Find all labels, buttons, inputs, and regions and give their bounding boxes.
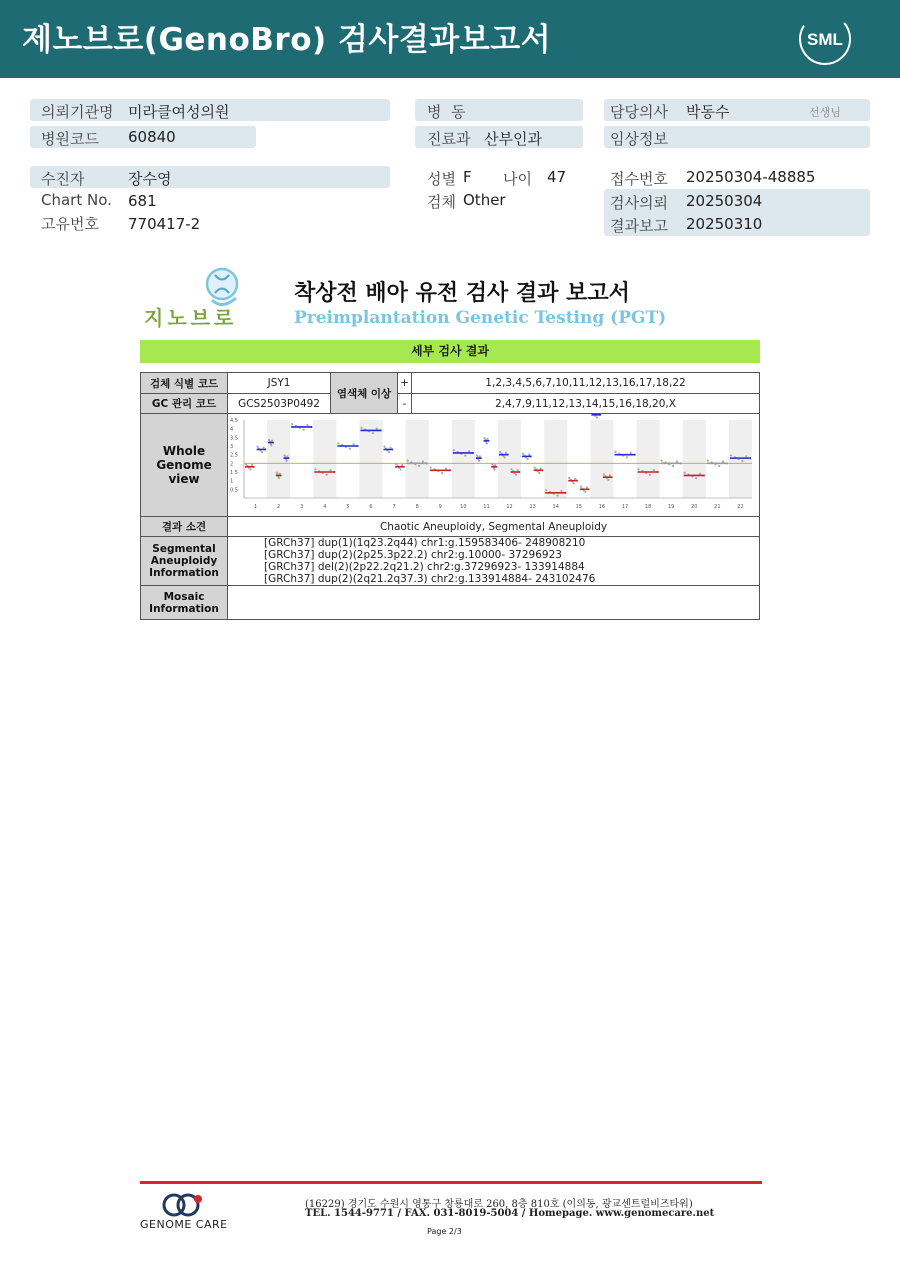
probe-point <box>270 444 272 446</box>
probe-point <box>388 451 390 453</box>
segmental-info-cell <box>228 537 760 586</box>
probe-point <box>684 472 686 474</box>
hospital-code-label: 병원코드 <box>41 130 99 148</box>
gain-sign: + <box>398 373 412 394</box>
probe-point <box>603 473 605 475</box>
chromosome-band <box>590 420 613 498</box>
probe-point <box>718 465 720 467</box>
x-tick-label: 14 <box>552 504 559 510</box>
x-tick-label: 15 <box>575 504 583 510</box>
probe-point <box>584 491 586 493</box>
probe-point <box>580 486 582 488</box>
receipt-value: 20250304-48885 <box>686 168 816 186</box>
sml-logo-text: SML <box>807 30 843 49</box>
probe-point <box>376 428 378 430</box>
page-title: 제노브로(GenoBro) 검사결과보고서 <box>22 22 552 58</box>
probe-point <box>418 465 420 467</box>
y-tick-label: 3.5 <box>230 435 238 442</box>
probe-point <box>395 463 397 465</box>
whole-genome-cell <box>228 414 760 517</box>
probe-point <box>574 478 576 480</box>
y-tick-label: 1.5 <box>230 470 238 476</box>
sml-logo <box>798 12 852 66</box>
probe-point <box>303 429 305 431</box>
age-label: 나이 <box>503 170 532 188</box>
y-tick-label: 4 <box>230 426 234 433</box>
mosaic-info-value <box>228 586 760 620</box>
x-tick-label: 20 <box>691 504 698 510</box>
probe-point <box>649 474 651 476</box>
x-tick-label: 7 <box>392 504 396 510</box>
probe-point <box>245 463 247 465</box>
specimen-label: 검체 <box>427 193 456 211</box>
probe-point <box>722 460 724 462</box>
probe-point <box>372 432 374 434</box>
probe-point <box>464 455 466 457</box>
chromosome-abnormality-label: 염색체 이상 <box>331 373 398 414</box>
receipt-label: 접수번호 <box>610 170 668 188</box>
chromosome-band <box>637 420 660 498</box>
x-tick-label: 13 <box>529 504 536 510</box>
probe-point <box>329 469 331 471</box>
probe-point <box>540 467 542 469</box>
chart-no-label: Chart No. <box>41 191 112 209</box>
probe-point <box>291 423 293 425</box>
probe-point <box>522 453 524 455</box>
unique-no-value: 770417-2 <box>128 215 201 233</box>
probe-point <box>695 477 697 479</box>
loss-chromosomes: 2,4,7,9,11,12,13,14,15,16,18,20,X <box>412 394 760 414</box>
segmental-info-label: Segmental Aneuploidy Information <box>141 537 228 586</box>
chromosome-band <box>498 420 521 498</box>
section-title-detail: 세부 검사 결과 <box>140 340 760 363</box>
x-tick-label: 18 <box>644 504 652 510</box>
probe-point <box>286 460 288 462</box>
x-tick-label: 9 <box>438 504 442 510</box>
segmental-line: [GRCh37] dup(1)(1q23.2q44) chr1:g.159583406- 248908210 <box>264 537 586 549</box>
whole-genome-label: Whole Genome view <box>141 414 228 517</box>
probe-point <box>251 464 253 466</box>
department-value: 산부인과 <box>484 130 542 148</box>
doctor-label: 담당의사 <box>610 103 668 121</box>
footer-divider <box>140 1181 762 1184</box>
chart-no-value: 681 <box>128 192 157 210</box>
specimen-id-label: 검체 식별 코드 <box>141 373 228 394</box>
doctor-suffix: 선생님 <box>809 106 841 119</box>
probe-point <box>441 472 443 474</box>
y-tick-label: 0.5 <box>230 487 238 494</box>
probe-point <box>499 451 501 453</box>
ward-label: 병 동 <box>427 103 466 121</box>
footer-contact: TEL. 1544-9771 / FAX. 031-8019-5004 / Homepage. www.genomecare.net <box>305 1208 715 1219</box>
mosaic-info-label: Mosaic Information <box>141 586 228 620</box>
clinical-label: 임상정보 <box>610 130 668 148</box>
probe-point <box>741 460 743 462</box>
patient-name-label: 수진자 <box>41 170 85 188</box>
probe-point <box>422 460 424 462</box>
probe-point <box>353 443 355 445</box>
department-label: 진료과 <box>427 130 471 148</box>
probe-point <box>545 489 547 491</box>
probe-point <box>661 460 663 462</box>
probe-point <box>400 468 402 470</box>
probe-point <box>653 469 655 471</box>
probe-point <box>478 460 480 462</box>
footer-address: (16229) 경기도 수원시 영통구 창룡대로 260, 8층 810호 (이의동, 광교센트럴비즈타워) <box>305 1199 693 1210</box>
institution-value: 미라클여성의원 <box>128 103 230 121</box>
probe-point <box>306 424 308 426</box>
gc-code-value: GCS2503P0492 <box>228 394 331 414</box>
chromosome-band <box>683 420 706 498</box>
institution-label: 의뢰기관명 <box>41 103 114 121</box>
y-tick-label: 2 <box>230 461 234 468</box>
probe-point <box>626 456 628 458</box>
probe-point <box>557 494 559 496</box>
chromosome-band <box>313 420 336 498</box>
report-title-english: Preimplantation Genetic Testing (PGT) <box>294 308 667 328</box>
probe-point <box>515 474 517 476</box>
doctor-value: 박동수 <box>686 103 730 121</box>
probe-point <box>453 449 455 451</box>
probe-point <box>486 442 488 444</box>
chromosome-band <box>452 420 475 498</box>
probe-point <box>609 474 611 476</box>
y-tick-label: 2.5 <box>230 452 238 459</box>
probe-point <box>586 486 588 488</box>
probe-point <box>445 467 447 469</box>
specimen-id-value: JSY1 <box>228 373 331 394</box>
x-tick-label: 21 <box>714 504 721 510</box>
probe-point <box>390 447 392 449</box>
sex-label: 성별 <box>427 170 456 188</box>
probe-point <box>568 477 570 479</box>
x-tick-label: 2 <box>277 504 281 510</box>
x-tick-label: 8 <box>415 504 419 510</box>
probe-point <box>407 460 409 462</box>
chromosome-band <box>729 420 752 498</box>
probe-point <box>256 446 258 448</box>
probe-point <box>596 416 598 418</box>
probe-point <box>730 454 732 456</box>
probe-point <box>383 446 385 448</box>
probe-point <box>538 472 540 474</box>
x-tick-label: 11 <box>483 504 490 510</box>
chromosome-band <box>544 420 567 498</box>
genobro-brand: 지노브로 <box>144 306 238 330</box>
age-value: 47 <box>547 168 567 186</box>
request-label: 검사의뢰 <box>610 194 668 212</box>
probe-point <box>263 447 265 449</box>
probe-point <box>503 456 505 458</box>
probe-point <box>326 474 328 476</box>
probe-point <box>314 468 316 470</box>
report-date-value: 20250310 <box>686 215 763 233</box>
chromosome-band <box>360 420 383 498</box>
genome-care-logo <box>162 1193 204 1217</box>
gain-chromosomes: 1,2,3,4,5,6,7,10,11,12,13,16,17,18,22 <box>412 373 760 394</box>
probe-point <box>527 458 529 460</box>
x-tick-label: 4 <box>323 504 327 510</box>
x-tick-label: 12 <box>506 504 513 510</box>
probe-point <box>745 455 747 457</box>
probe-point <box>560 490 562 492</box>
probe-point <box>349 448 351 450</box>
report-title-korean: 착상전 배아 유전 검사 결과 보고서 <box>294 281 630 306</box>
x-tick-label: 3 <box>300 504 304 510</box>
x-tick-label: 22 <box>737 504 744 510</box>
probe-point <box>430 466 432 468</box>
result-table <box>140 372 760 620</box>
segmental-line: [GRCh37] del(2)(2p22.2q21.2) chr2:g.37296923- 133914884 <box>264 561 585 573</box>
probe-point <box>573 482 575 484</box>
probe-point <box>493 468 495 470</box>
probe-point <box>707 460 709 462</box>
y-tick-label: 4.5 <box>230 418 238 424</box>
probe-point <box>505 452 507 454</box>
probe-point <box>534 466 536 468</box>
probe-point <box>278 477 280 479</box>
genome-care-name: GENOME CARE <box>140 1218 228 1231</box>
probe-point <box>637 468 639 470</box>
report-date-label: 결과보고 <box>610 217 668 235</box>
whole-genome-chart <box>228 414 758 513</box>
segmental-line: [GRCh37] dup(2)(2p25.3p22.2) chr2:g.10000- 37296923 <box>264 549 562 561</box>
unique-no-label: 고유번호 <box>41 215 99 233</box>
probe-point <box>510 468 512 470</box>
probe-point <box>249 468 251 470</box>
x-tick-label: 16 <box>598 504 606 510</box>
probe-point <box>699 473 701 475</box>
page-number: Page 2/3 <box>427 1227 462 1236</box>
probe-point <box>261 451 263 453</box>
request-value: 20250304 <box>686 192 763 210</box>
x-tick-label: 10 <box>460 504 467 510</box>
probe-point <box>676 460 678 462</box>
y-tick-label: 1 <box>230 478 234 485</box>
probe-point <box>672 465 674 467</box>
specimen-value: Other <box>463 191 506 209</box>
gc-code-label: GC 관리 코드 <box>141 394 228 414</box>
page-header <box>0 0 900 78</box>
probe-point <box>401 464 403 466</box>
segmental-line: [GRCh37] dup(2)(2q21.2q37.3) chr2:g.133914884- 243102476 <box>264 573 596 585</box>
probe-point <box>607 479 609 481</box>
probe-point <box>517 469 519 471</box>
x-tick-label: 5 <box>346 504 350 510</box>
result-opinion-label: 결과 소견 <box>141 517 228 537</box>
x-tick-label: 19 <box>668 504 675 510</box>
x-tick-label: 1 <box>253 504 258 510</box>
probe-point <box>614 451 616 453</box>
x-tick-label: 17 <box>621 504 629 510</box>
chromosome-band <box>406 420 429 498</box>
probe-point <box>528 454 530 456</box>
sex-value: F <box>463 168 472 186</box>
x-tick-label: 6 <box>369 504 373 510</box>
probe-point <box>337 442 339 444</box>
patient-name-value: 장수영 <box>128 170 172 188</box>
loss-sign: - <box>398 394 412 414</box>
probe-point <box>360 427 362 429</box>
probe-point <box>630 452 632 454</box>
y-tick-label: 3 <box>230 444 234 450</box>
hospital-code-value: 60840 <box>128 128 176 146</box>
result-opinion-value: Chaotic Aneuploidy, Segmental Aneuploidy <box>228 517 760 537</box>
probe-point <box>468 450 470 452</box>
